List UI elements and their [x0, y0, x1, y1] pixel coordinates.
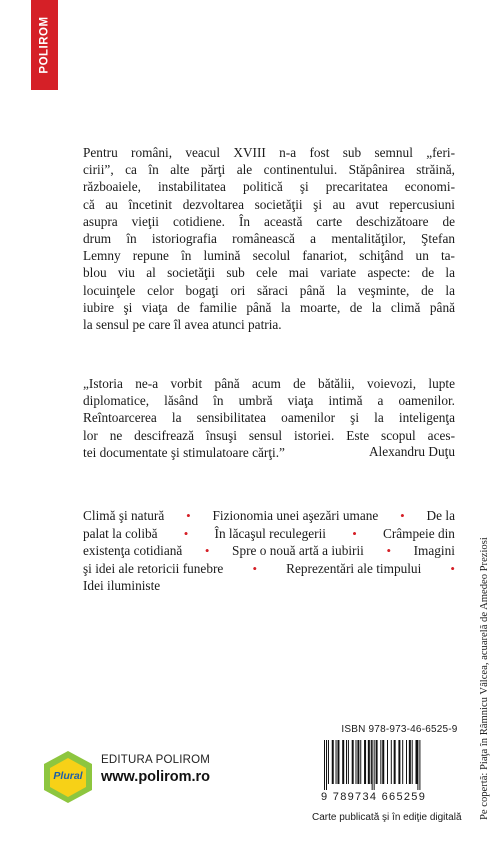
bullet-separator: •: [252, 560, 257, 576]
plural-logo-word: Plural: [53, 770, 83, 782]
barcode-bar: [364, 740, 366, 784]
barcode-bar: [324, 740, 325, 790]
chapter-title: În lăcaşul reculegerii: [214, 525, 327, 541]
chapter-title: Idei iluministe: [83, 578, 161, 593]
description-line: drum în istoriografia românească a mentalităţilor, Ştefan: [83, 231, 455, 247]
barcode-bar: [337, 740, 339, 784]
chapter-title: Reprezentări ale timpului: [286, 560, 422, 576]
bullet-separator: •: [204, 543, 210, 558]
cover-illustration-credit: Pe copertă: Piaţa în Râmnicu Vâlcea, acuarelă de Amedeo Preziosi: [479, 537, 490, 820]
description-line: locuinţele celor bogaţi ori săraci până la veşminte, de la: [83, 282, 455, 298]
chapter-line: [83, 507, 455, 525]
barcode-bar: [412, 740, 413, 784]
chapter-title: palat la colibă: [83, 525, 158, 541]
barcode-bar: [357, 740, 359, 784]
barcode-bar: [380, 740, 381, 784]
barcode-bar: [416, 740, 418, 784]
barcode-bar: [391, 740, 392, 784]
chapter-list: [83, 507, 455, 595]
barcode-bar: [398, 740, 400, 784]
description-line: Lemny repune în lumină secolul fanariot, schiţând un ta-: [83, 248, 455, 264]
barcode-bar: [336, 740, 337, 784]
barcode-bar: [376, 740, 378, 784]
publisher-name: EDITURA POLIROM: [101, 754, 211, 766]
chapter-title: şi idei ale retoricii funebre: [83, 560, 224, 576]
description-line: iubire şi viaţa de familie până la moarte, de la climă până: [83, 299, 455, 315]
barcode-bar: [360, 740, 361, 784]
barcode-bar: [342, 740, 344, 784]
quote-line: Reîntoarcerea la sensibilitatea oamenilor şi la inteligenţa: [83, 410, 455, 426]
bullet-separator: •: [186, 508, 191, 523]
barcode-bar: [352, 740, 354, 784]
publisher-website[interactable]: www.polirom.ro: [101, 769, 211, 785]
quote-line: „Istoria ne-a vorbit până acum de bătălii, voievozi, lupte: [83, 376, 455, 391]
description-line: blou viu al societăţii sub cele mai variate aspecte: de la: [83, 265, 455, 281]
polirom-tab-label: POLIROM: [38, 16, 51, 74]
barcode-bar: [419, 740, 420, 790]
chapter-title: Climă şi natură: [83, 508, 165, 523]
digital-edition-note: Carte publicată şi în ediţie digitală: [312, 812, 462, 823]
barcode-bar: [409, 740, 411, 784]
barcode-bar: [346, 740, 347, 784]
bullet-separator: •: [183, 525, 189, 541]
chapter-title: De la: [426, 508, 455, 523]
chapter-title: Imagini: [413, 543, 455, 558]
description-line: la sensul pe care îl avea atunci patria.: [83, 317, 282, 333]
description-line: Pentru români, veacul XVIII n-a fost sub semnul „feri-: [83, 145, 455, 160]
barcode-bar: [402, 740, 403, 784]
chapter-line: [83, 560, 455, 578]
barcode-bar: [368, 740, 370, 784]
description-paragraph: [83, 144, 455, 333]
chapter-title: Fizionomia unei aşezări umane: [212, 508, 379, 523]
barcode-bar: [371, 740, 372, 784]
barcode-bar: [406, 740, 407, 784]
chapter-line: [83, 525, 455, 543]
barcode-digits: 9 789734 665259: [321, 791, 427, 803]
barcode-bar: [382, 740, 384, 784]
description-line: cirii”, ca în alte părţi ale continentului. Stăpânirea străină,: [83, 162, 455, 178]
bullet-separator: •: [386, 543, 392, 558]
barcode-bar: [394, 740, 396, 784]
barcode-bar: [328, 740, 329, 784]
description-line: războaiele, instabilitatea politică şi precaritatea economi-: [83, 179, 455, 195]
chapter-title: Spre o nouă artă a iubirii: [232, 543, 364, 558]
barcode-bar: [348, 740, 349, 784]
barcode-bar: [374, 740, 375, 790]
chapter-title: Crâmpeie din: [382, 525, 455, 541]
quote-line: lor ne descifrează însuşi sensul istoriei. Este scopul aces-: [83, 427, 455, 443]
bullet-separator: •: [352, 525, 357, 541]
bullet-separator: •: [450, 560, 455, 576]
quote-line: tei documentate şi stimulatoare cărţi.”: [83, 444, 285, 460]
description-line: că au încetinit dezvoltarea societăţii şi au avut repercusiuni: [83, 196, 455, 212]
barcode-bar: [332, 740, 334, 784]
barcode-bar: [387, 740, 388, 784]
chapter-line: [83, 542, 455, 560]
chapter-title: existenţa cotidiană: [83, 543, 183, 558]
barcode-bar: [417, 740, 418, 790]
barcode-bar: [356, 740, 357, 784]
barcode-bar: [372, 740, 373, 790]
bullet-separator: •: [400, 508, 405, 523]
chapter-line: [83, 577, 455, 595]
barcode-graphic: [322, 740, 457, 790]
quote-line: diplomatice, lăsând în umbră viaţa intimă a oamenilor.: [83, 393, 455, 409]
polirom-brand-tab: [31, 0, 58, 90]
description-line: asupra vieţii cotidiene. În această carte deschizătoare de: [83, 213, 455, 229]
barcode-bar: [326, 740, 327, 790]
isbn-label: ISBN 978-973-46-6525-9: [341, 724, 458, 735]
quote-author: Alexandru Duţu: [368, 444, 455, 459]
